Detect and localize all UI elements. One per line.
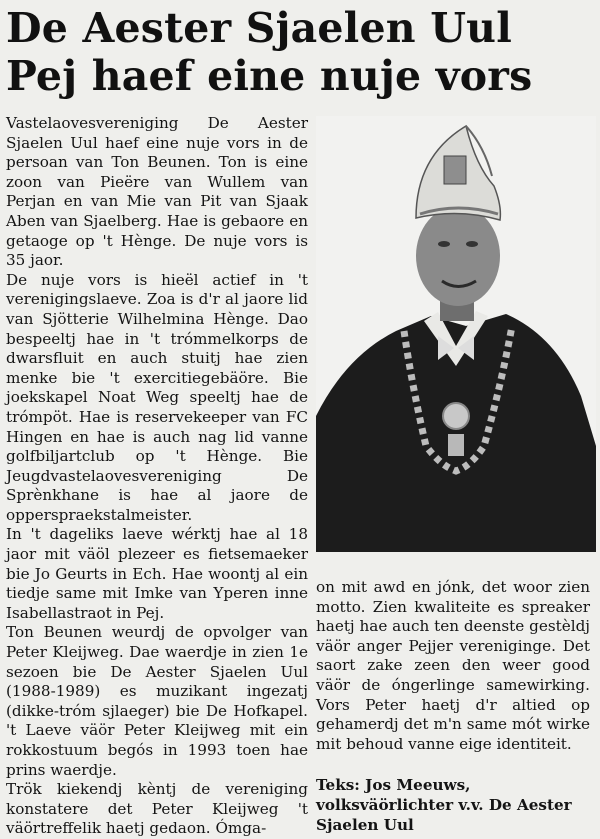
headline-line-2: Pej haef eine nuje vors <box>6 52 533 100</box>
byline: Teks: Jos Meeuws, volksväörlichter v.v. De Aester Sjaelen Uul <box>316 776 572 834</box>
right-column <box>316 578 590 835</box>
paragraph-predecessor: Ton Beunen weurdj de opvolger van Peter Kleijweg. Dae waerdje in zien 1e sezoen bie De Aester Sjaelen Uul (1988-1989) es muzikant ingezatj (dikke-tróm sjlaeger) bie De Hofkapel. 't Laeve väör Peter Kleijweg mit ein rokkostuum begós in 1993 toen hae prins waerdje. <box>6 623 308 779</box>
paragraph-intro: Vastelaovesvereniging De Aester Sjaelen Uul haef eine nuje vors in de persoan van Ton Beunen. Ton is eine zoon van Pieëre van Wullem van Perjan en van Mie van Pit van Sjaak Aben van Sjaelberg. Hae is gebaore en getaoge op 't Hènge. De nuje vors is 35 jaor. <box>6 114 308 270</box>
headline-line-1: De Aester Sjaelen Uul <box>6 4 512 52</box>
headline <box>6 4 596 100</box>
paragraph-motto: on mit awd en jónk, det woor zien motto. Zien kwaliteite es spreaker haetj hae auch ten deenste gestèldj väör anger Pejjer vereniginge. Det saort zake zeen den weer good väör de óngerlinge samewirking. Vors Peter haetj d'r altied op gehamerdj det m'n same mót wirke mit behoud vanne eige identiteit. <box>316 578 590 753</box>
paragraph-activities: De nuje vors is hieël actief in 't verenigingslaeve. Zoa is d'r al jaore lid van Sjötterie Wilhelmina Hènge. Dao bespeeltj hae in 't trómmelkorps de dwarsfluit en auch stuitj hae zien menke bie 't exercitiegebäöre. Bie joekskapel Noat Weg speeltj hae de trómpöt. Hae is reservekeeper van FC Hingen en hae is auch nag lid vanne golfbiljartclub op 't Hènge. Bie Jeugdvastelaovesvereniging De Sprènkhane is hae al jaore de opperspraekstalmeister. <box>6 270 308 524</box>
paragraph-retrospect: Trök kiekendj kèntj de vereniging konstatere det Peter Kleijweg 't väörtreffelik haetj gedaon. Ómga- <box>6 780 308 838</box>
paragraph-daily-life: In 't dageliks laeve wérktj hae al 18 jaor mit väöl plezeer es fietsemaeker bie Jo Geurts in Ech. Hae woontj al ein tiedje same mit Imke van Yperen inne Isabellastraot in Pej. <box>6 525 308 622</box>
left-column <box>6 114 308 839</box>
portrait-photo <box>316 116 596 552</box>
